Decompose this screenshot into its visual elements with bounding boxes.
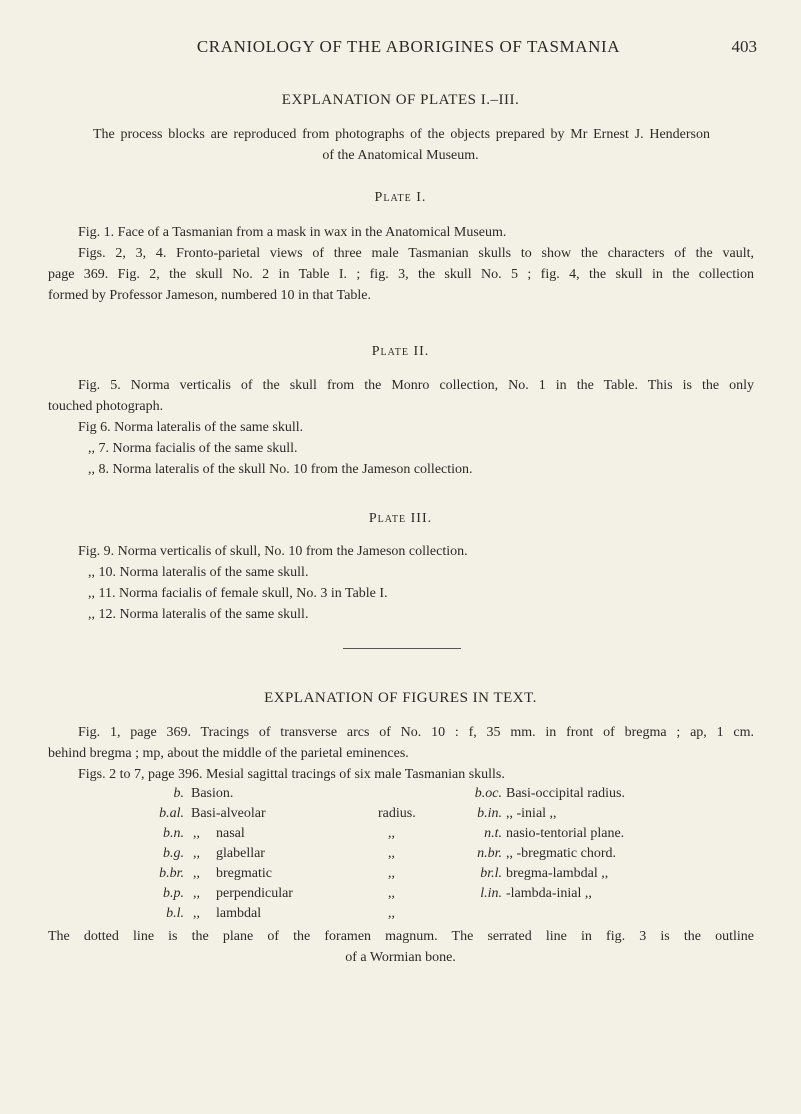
list-item bbox=[0, 806, 801, 826]
ditto-mark: ,, bbox=[193, 826, 200, 841]
abbr-term: b.n. bbox=[163, 826, 184, 841]
intro-line-1: The process blocks are reproduced from photographs of the objects prepared by Mr Ernest J. Henderson bbox=[93, 127, 710, 142]
figures-line-2: behind bregma ; mp, about the middle of the parietal eminences. bbox=[48, 746, 409, 761]
figures-heading: EXPLANATION OF FIGURES IN TEXT. bbox=[264, 690, 537, 706]
plates-heading: EXPLANATION OF PLATES I.–III. bbox=[281, 92, 520, 108]
running-title: CRANIOLOGY OF THE ABORIGINES OF TASMANIA bbox=[196, 37, 621, 56]
abbr-term: b. bbox=[173, 786, 184, 801]
plate-3-line-1: Fig. 9. Norma verticalis of skull, No. 10 from the Jameson collection. bbox=[78, 544, 468, 559]
list-item bbox=[0, 846, 801, 866]
abbr-term: b.l. bbox=[166, 906, 184, 921]
list-item bbox=[0, 866, 801, 886]
abbr-term: l.in. bbox=[480, 886, 502, 901]
ditto-mark: ,, bbox=[193, 886, 200, 901]
abbr-term: b.br. bbox=[159, 866, 184, 881]
abbr-definition: ,, -inial ,, bbox=[506, 806, 557, 821]
plate-1-line-4: formed by Professor Jameson, numbered 10 in that Table. bbox=[48, 288, 372, 303]
abbr-definition: Basi-alveolar bbox=[191, 806, 266, 821]
abbr-suffix: ,, bbox=[388, 826, 395, 841]
abbr-definition: Basion. bbox=[191, 786, 234, 801]
plate-1-line-3: page 369. Fig. 2, the skull No. 2 in Table I. ; fig. 3, the skull No. 5 ; fig. 4, the skull in the collection bbox=[48, 267, 754, 282]
abbr-suffix: ,, bbox=[388, 866, 395, 881]
abbr-term: n.br. bbox=[477, 846, 502, 861]
intro-line-2: of the Anatomical Museum. bbox=[322, 148, 479, 163]
plate-3-line-3: ,, 11. Norma facialis of female skull, No. 3 in Table I. bbox=[88, 586, 388, 601]
plate-1-heading: Plate I. bbox=[374, 190, 427, 205]
ditto-mark: ,, bbox=[193, 906, 200, 921]
section-divider bbox=[343, 648, 461, 649]
list-item bbox=[0, 906, 801, 926]
list-item bbox=[0, 826, 801, 846]
page-number: 403 bbox=[731, 37, 757, 56]
ditto-mark: ,, bbox=[193, 846, 200, 861]
figures-line-1: Fig. 1, page 369. Tracings of transverse arcs of No. 10 : f, 35 mm. in front of bregma ; ap, 1 cm. bbox=[78, 725, 754, 740]
plate-2-line-2: touched photograph. bbox=[48, 399, 164, 414]
abbr-definition: glabellar bbox=[216, 846, 265, 861]
list-item bbox=[0, 786, 801, 806]
plate-2-line-5: ,, 8. Norma lateralis of the skull No. 10 from the Jameson collection. bbox=[88, 462, 473, 477]
plate-3-line-2: ,, 10. Norma lateralis of the same skull. bbox=[88, 565, 309, 580]
abbr-suffix: ,, bbox=[388, 846, 395, 861]
abbr-term: b.oc. bbox=[474, 786, 502, 801]
figures-closing-line-2: of a Wormian bone. bbox=[345, 950, 456, 965]
abbr-term: b.al. bbox=[159, 806, 184, 821]
abbr-suffix: ,, bbox=[388, 886, 395, 901]
plate-1-line-1: Fig. 1. Face of a Tasmanian from a mask in wax in the Anatomical Museum. bbox=[78, 225, 507, 240]
abbr-suffix: ,, bbox=[388, 906, 395, 921]
abbr-definition: bregma-lambdal ,, bbox=[506, 866, 609, 881]
abbr-term: b.g. bbox=[163, 846, 184, 861]
abbr-term: b.in. bbox=[477, 806, 502, 821]
abbr-definition: lambdal bbox=[216, 906, 262, 921]
page-header bbox=[60, 37, 757, 61]
abbr-definition: ,, -bregmatic chord. bbox=[506, 846, 617, 861]
abbr-definition: Basi-occipital radius. bbox=[506, 786, 625, 801]
plate-2-line-1: Fig. 5. Norma verticalis of the skull from the Monro collection, No. 1 in the Table. This is the only bbox=[78, 378, 754, 393]
abbr-term: n.t. bbox=[484, 826, 502, 841]
plate-3-heading: Plate III. bbox=[368, 511, 433, 526]
abbr-term: b.p. bbox=[163, 886, 184, 901]
ditto-mark: ,, bbox=[193, 866, 200, 881]
abbr-definition: nasal bbox=[216, 826, 245, 841]
abbr-definition: -lambda-inial ,, bbox=[506, 886, 592, 901]
plate-2-heading: Plate II. bbox=[371, 344, 430, 359]
plate-3-line-4: ,, 12. Norma lateralis of the same skull. bbox=[88, 607, 309, 622]
abbr-suffix: radius. bbox=[378, 806, 416, 821]
abbr-definition: perpendicular bbox=[216, 886, 293, 901]
abbr-definition: nasio-tentorial plane. bbox=[506, 826, 625, 841]
figures-line-3: Figs. 2 to 7, page 396. Mesial sagittal tracings of six male Tasmanian skulls. bbox=[78, 767, 505, 782]
plate-1-line-2: Figs. 2, 3, 4. Fronto-parietal views of three male Tasmanian skulls to show the characters of the vault, bbox=[78, 246, 754, 261]
abbr-term: br.l. bbox=[480, 866, 502, 881]
figures-closing-line-1: The dotted line is the plane of the foramen magnum. The serrated line in fig. 3 is the outline bbox=[48, 929, 754, 944]
list-item bbox=[0, 886, 801, 906]
plate-2-line-3: Fig 6. Norma lateralis of the same skull. bbox=[78, 420, 304, 435]
abbr-definition: bregmatic bbox=[216, 866, 272, 881]
plate-2-line-4: ,, 7. Norma facialis of the same skull. bbox=[88, 441, 298, 456]
